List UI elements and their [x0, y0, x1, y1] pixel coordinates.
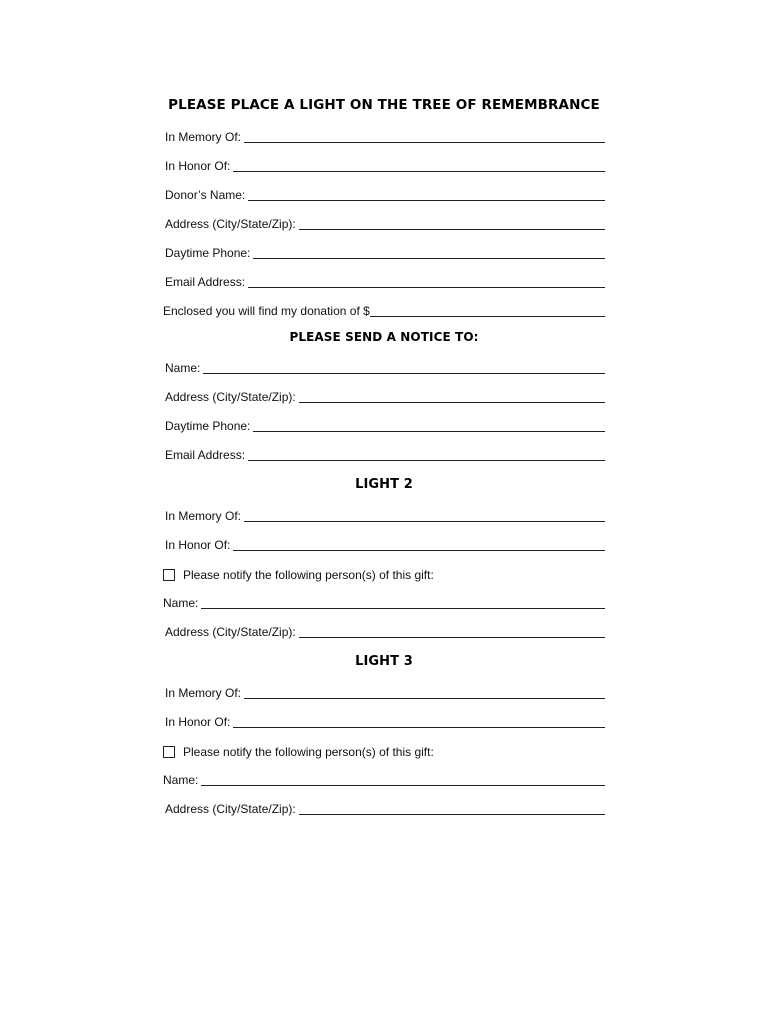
donor-name-field[interactable]: [248, 199, 605, 201]
notice-name-row: [163, 349, 605, 378]
light1-in-memory-label: In Memory Of:: [165, 130, 242, 144]
light2-in-honor-label: In Honor Of:: [165, 538, 231, 552]
light2-notify-label: Please notify the following person(s) of this gift:: [183, 567, 434, 582]
page-title: PLEASE PLACE A LIGHT ON THE TREE OF REMEMBRANCE: [168, 97, 600, 113]
donor-name-label: Donor’s Name:: [165, 188, 246, 202]
light3-address-field[interactable]: [299, 813, 605, 815]
notice-email-field[interactable]: [248, 459, 605, 461]
light1-in-honor-field[interactable]: [233, 170, 605, 172]
light1-in-honor-label: In Honor Of:: [165, 159, 231, 173]
light2-address-row: [163, 613, 605, 642]
notice-address-field[interactable]: [299, 401, 605, 403]
light3-heading: LIGHT 3: [355, 654, 413, 669]
donor-address-label: Address (City/State/Zip):: [165, 217, 296, 231]
donor-phone-row: [163, 234, 605, 263]
donor-email-field[interactable]: [248, 286, 605, 288]
light2-in-memory-label: In Memory Of:: [165, 509, 242, 523]
notice-phone-row: [163, 407, 605, 436]
donor-address-row: [163, 205, 605, 234]
donation-label: Enclosed you will find my donation of $: [163, 304, 370, 318]
light2-in-honor-field[interactable]: [233, 549, 605, 551]
notice-email-row: [163, 436, 605, 465]
notice-name-label: Name:: [165, 361, 201, 375]
light3-in-honor-field[interactable]: [233, 726, 605, 728]
light2-heading: LIGHT 2: [355, 477, 413, 492]
light3-notify-row: [163, 732, 605, 761]
donation-row: [163, 292, 605, 321]
light1-in-memory-field[interactable]: [244, 141, 605, 143]
light2-name-field[interactable]: [201, 607, 605, 609]
donor-address-field[interactable]: [299, 228, 605, 230]
light3-in-memory-label: In Memory Of:: [165, 686, 242, 700]
notice-phone-label: Daytime Phone:: [165, 419, 251, 433]
notice-address-row: [163, 378, 605, 407]
light3-name-label: Name:: [163, 773, 199, 787]
notice-address-label: Address (City/State/Zip):: [165, 390, 296, 404]
light2-notify-checkbox[interactable]: [163, 569, 175, 581]
light2-name-label: Name:: [163, 596, 199, 610]
light3-in-memory-field[interactable]: [244, 697, 605, 699]
donation-amount-field[interactable]: [370, 315, 605, 317]
notice-email-label: Email Address:: [165, 448, 246, 462]
light3-address-row: [163, 790, 605, 819]
light2-notify-row: [163, 555, 605, 584]
light1-in-honor-row: [163, 147, 605, 176]
notice-phone-field[interactable]: [253, 430, 605, 432]
light2-name-row: [163, 584, 605, 613]
light2-address-label: Address (City/State/Zip):: [165, 625, 296, 639]
light3-in-honor-row: [163, 703, 605, 732]
light3-in-honor-label: In Honor Of:: [165, 715, 231, 729]
notice-name-field[interactable]: [203, 372, 605, 374]
light3-notify-checkbox[interactable]: [163, 746, 175, 758]
donor-phone-field[interactable]: [253, 257, 605, 259]
light2-in-memory-field[interactable]: [244, 520, 605, 522]
light3-name-field[interactable]: [201, 784, 605, 786]
remembrance-form: [163, 92, 605, 819]
donor-phone-label: Daytime Phone:: [165, 246, 251, 260]
donor-email-row: [163, 263, 605, 292]
notice-heading: PLEASE SEND A NOTICE TO:: [289, 330, 479, 344]
light3-notify-label: Please notify the following person(s) of this gift:: [183, 744, 434, 759]
light2-in-honor-row: [163, 526, 605, 555]
donor-name-row: [163, 176, 605, 205]
donor-email-label: Email Address:: [165, 275, 246, 289]
light3-name-row: [163, 761, 605, 790]
light1-in-memory-row: [163, 118, 605, 147]
light3-in-memory-row: [163, 674, 605, 703]
light2-address-field[interactable]: [299, 636, 605, 638]
light2-in-memory-row: [163, 497, 605, 526]
light3-address-label: Address (City/State/Zip):: [165, 802, 296, 816]
